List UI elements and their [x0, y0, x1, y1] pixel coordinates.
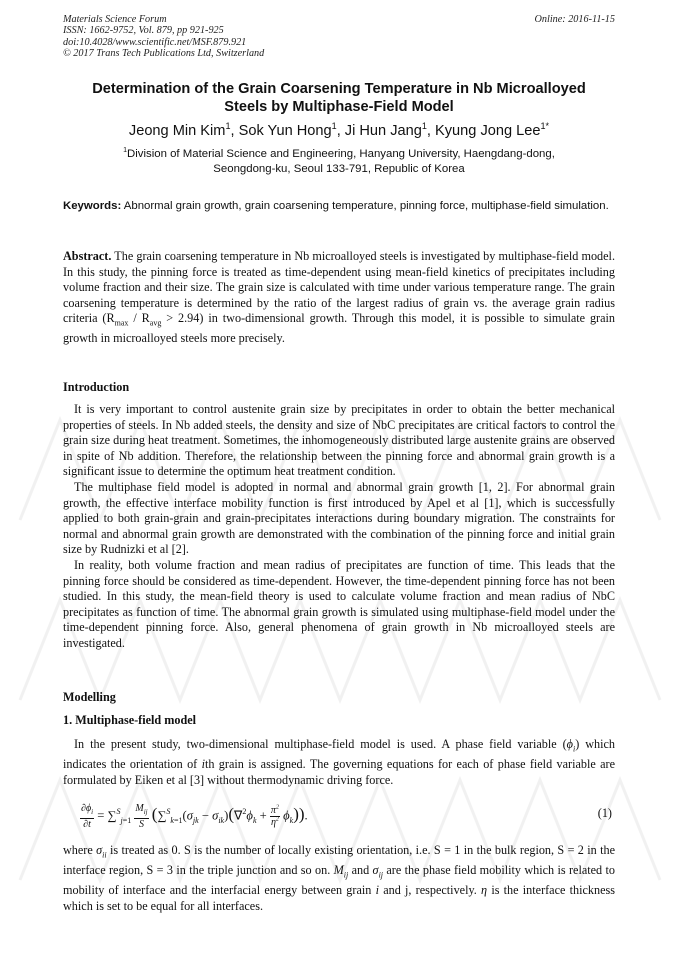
modelling-heading: Modelling: [63, 690, 116, 704]
abstract-label: Abstract.: [63, 249, 112, 263]
modelling-paragraph-1: [63, 737, 615, 788]
modelling-text: where: [63, 843, 97, 857]
modelling-paragraph-2: [63, 843, 615, 914]
modelling-subheading: 1. Multiphase-field model: [63, 713, 197, 727]
affiliation-line-2: Seongdong-ku, Seoul 133-791, Republic of Korea: [213, 163, 465, 175]
copyright-line: © 2017 Trans Tech Publications Ltd, Switzerland: [63, 48, 265, 60]
modelling-text: ) which indicates the orientation of: [63, 737, 615, 772]
modelling-text: and j, respectively.: [378, 883, 482, 898]
author-separator: ,: [426, 123, 436, 139]
author-name: Sok Yun Hong: [238, 123, 332, 139]
doi-line: doi:10.4028/www.scientific.net/MSF.879.921: [63, 36, 247, 48]
modelling-text: is treated as 0. S is the number of locally existing orientation, i.e. S = 1 in the bulk region, S = 2 in the interface region, S = 3 in the triple junction and so on.: [63, 843, 615, 878]
modelling-text: i: [201, 757, 205, 772]
introduction-paragraph-2: The multiphase field model is adopted in normal and abnormal grain growth [1, 2]. For abnormal grain growth, the effective interface mobility function is first introduced by Apel et al [1], which is successfully applied to both grain-grain and grain-precipitates interactions during boundary migration. The constraints for normal and abnormal grain growth are demonstrated with the combination of the pinning force and initial grain size by Rudnizki et al [2].: [63, 479, 615, 557]
introduction-body: [63, 402, 615, 652]
eta-symbol: η: [481, 883, 488, 898]
abstract-text-mid: / R: [128, 311, 150, 326]
introduction-paragraph-3: In reality, both volume fraction and mean radius of precipitates are function of time. This leads that the pinning force should be considered as time-dependent. However, the time-dependent pinning force has not been studied. In this study, the mean-field theory is used to calculate volume fraction and mean radius of NbC precipitates as function of time. The abnormal grain growth is simulated using multiphase-field model under the time-dependent pinning force. Also, general phenomena of grain growth in Nb microalloyed steels are investigated.: [63, 557, 615, 650]
mobility-symbol: $M_{ij}$: [333, 863, 349, 880]
author-name: Ji Hun Jang: [344, 123, 422, 139]
affiliation-line-1: Division of Material Science and Engineering, Hanyang University, Haengdang-dong,: [127, 148, 555, 160]
modelling-text: is the interface thickness which is set to be equal for all interfaces.: [63, 883, 615, 913]
equation-1: $\frac{\partial\phi_i}{\partial t}$ = ∑$^S_{j=1}$ $\frac{M_{ij}}{S}$ ($\sum^S_{k=1}(\sigma_{jk} - \sigma_{ik})(\nabla^2\phi_k$ + $\frac{\pi^2}{\eta^2}$ $\phi_k$)).: [81, 803, 308, 830]
keywords-block: [63, 199, 615, 214]
abstract-block: [63, 249, 615, 347]
abstract-sub-avg: avg: [149, 318, 162, 328]
abstract-text-1: The grain coarsening temperature in Nb microalloyed steels is investigated by multiphase-field model. In this study, the pinning force is treated as time-dependent using mean-field kinetics of precipitates including volume fraction and their size. The grain size is calculated with time under various temperature range. The grain coarsening temperature is determined by the ratio of the largest radius of grain vs. the average grain radius criteria (R: [63, 249, 615, 326]
issn-line: ISSN: 1662-9752, Vol. 879, pp 921-925: [63, 25, 224, 37]
author-affiliation-mark: 1*: [540, 121, 550, 132]
modelling-text: and: [348, 863, 373, 878]
keywords-text: Abnormal grain growth, grain coarsening temperature, pinning force, multiphase-field simulation.: [121, 200, 609, 212]
abstract-text-2: > 2.94) in two-dimensional growth. Through this model, it is possible to simulate grain growth in microalloyed steels more precisely.: [63, 311, 615, 346]
equation-number: (1): [597, 806, 612, 820]
sigma-ii-symbol: $\sigma_{ii}$: [96, 843, 107, 860]
title-line-2: Steels by Multiphase-Field Model: [224, 99, 454, 115]
affiliation: [63, 147, 615, 177]
grain-i-symbol: i: [375, 883, 379, 898]
journal-header: [63, 14, 264, 60]
author-affiliation-mark: 1: [421, 121, 427, 132]
introduction-paragraph-1: It is very important to control austenite grain size by precipitates in order to obtain the better mechanical properties of steels. In Nb added steels, the density and size of NbC precipitates are critical factors to control the grain size during heat treatment. Sometimes, the inhomogeneously distributed large austenite grains are observed in spite of Nb addition. Therefore, the relationship between the pinning force and abnormal grain growth is a significant issue to determine the optimum heat treatment condition.: [63, 402, 615, 479]
author-separator: ,: [336, 123, 345, 139]
journal-name: Materials Science Forum: [63, 14, 167, 25]
author-affiliation-mark: 1: [225, 121, 231, 132]
title-line-1: Determination of the Grain Coarsening Temperature in Nb Microalloyed: [92, 81, 586, 97]
abstract-sub-max: max: [114, 318, 129, 328]
author-affiliation-mark: 1: [331, 121, 337, 132]
author-name: Jeong Min Kim: [128, 123, 226, 139]
paper-title: [63, 80, 615, 116]
modelling-text: In the present study, two-dimensional multiphase-field model is used. A phase field variable (: [74, 737, 567, 751]
affiliation-number: 1: [123, 147, 128, 155]
modelling-text: are the phase field mobility which is related to mobility of interface and the interfacial energy between grain: [63, 863, 615, 898]
author-list: [63, 122, 615, 140]
sigma-ij-symbol: $\sigma_{ij}$: [372, 863, 384, 880]
keywords-label: Keywords:: [63, 200, 122, 212]
author-separator: ,: [230, 123, 239, 139]
online-date: Online: 2016-11-15: [534, 14, 615, 25]
author-name: Kyung Jong Lee: [435, 123, 541, 139]
modelling-text: th grain is assigned. The governing equations for each of phase field variable are formulated by Eiken et al [3] without thermodynamic driving force.: [63, 757, 615, 787]
introduction-heading: Introduction: [63, 380, 130, 394]
phi-i-symbol: $\phi_i$: [566, 737, 576, 754]
